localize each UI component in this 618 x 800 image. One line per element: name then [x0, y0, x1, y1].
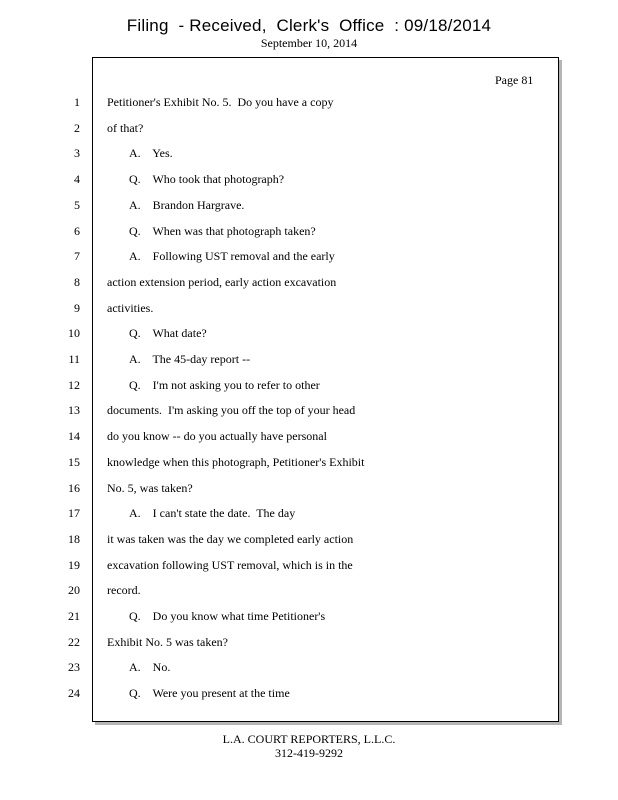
line-number: 17 [68, 506, 80, 521]
line-number: 16 [68, 480, 80, 495]
transcript-line [0, 324, 618, 342]
transcript-line [0, 607, 618, 625]
line-number: 4 [74, 172, 80, 187]
line-text: A. Yes. [129, 146, 173, 161]
deposition-date: September 10, 2014 [260, 36, 358, 50]
line-text: activities. [107, 300, 154, 315]
transcript-line [0, 93, 618, 111]
transcript-line [0, 350, 618, 368]
transcript-line [0, 247, 618, 265]
line-text: action extension period, early action excavation [107, 274, 337, 289]
transcript-line [0, 658, 618, 676]
line-text: Q. I'm not asking you to refer to other [129, 377, 320, 392]
line-text: Q. When was that photograph taken? [129, 223, 316, 238]
line-number: 15 [68, 454, 80, 469]
transcript-line [0, 684, 618, 702]
transcript-line [0, 504, 618, 522]
line-number: 10 [68, 326, 80, 341]
filing-stamp: Filing - Received, Clerk's Office : 09/18/2014 [126, 16, 492, 35]
transcript-line [0, 530, 618, 548]
line-number: 6 [74, 223, 80, 238]
transcript-line [0, 401, 618, 419]
line-text: knowledge when this photograph, Petitioner's Exhibit [107, 454, 365, 469]
line-number: 9 [74, 300, 80, 315]
line-number: 22 [68, 634, 80, 649]
transcript-line [0, 170, 618, 188]
line-number: 14 [68, 429, 80, 444]
line-number: 2 [74, 120, 80, 135]
footer-phone: 312-419-9292 [275, 746, 343, 760]
transcript-line [0, 273, 618, 291]
transcript-line [0, 556, 618, 574]
transcript-line [0, 479, 618, 497]
transcript-line [0, 144, 618, 162]
line-text: A. I can't state the date. The day [129, 506, 296, 521]
transcript-line [0, 427, 618, 445]
line-text: A. No. [129, 660, 171, 675]
line-number: 1 [74, 95, 80, 109]
line-number: 23 [68, 660, 80, 675]
line-text: Exhibit No. 5 was taken? [107, 634, 228, 649]
line-text: A. Following UST removal and the early [129, 249, 335, 264]
line-number: 13 [68, 403, 80, 418]
line-text: Q. Do you know what time Petitioner's [129, 609, 326, 623]
line-number: 5 [74, 197, 80, 212]
line-text: Q. What date? [129, 326, 207, 341]
line-number: 18 [68, 531, 80, 546]
transcript-line [0, 453, 618, 471]
line-number: 11 [68, 352, 80, 366]
transcript-line [0, 581, 618, 599]
transcript-line [0, 196, 618, 214]
line-text: excavation following UST removal, which is in the [107, 557, 353, 572]
line-text: Q. Were you present at the time [129, 686, 290, 701]
line-text: documents. I'm asking you off the top of your head [107, 403, 356, 418]
line-number: 3 [74, 146, 80, 161]
line-number: 7 [74, 249, 80, 264]
line-text: A. The 45-day report -- [129, 352, 251, 366]
line-number: 21 [68, 609, 80, 623]
transcript-line [0, 299, 618, 317]
line-text: A. Brandon Hargrave. [129, 197, 245, 212]
line-number: 20 [68, 583, 80, 598]
line-text: Petitioner's Exhibit No. 5. Do you have a copy [107, 95, 334, 109]
line-number: 12 [68, 377, 80, 392]
line-text: it was taken was the day we completed early action [107, 531, 354, 546]
line-text: do you know -- do you actually have personal [107, 429, 327, 444]
transcript-line [0, 633, 618, 651]
page-number: Page 81 [495, 73, 534, 87]
line-text: No. 5, was taken? [107, 480, 193, 495]
transcript-line [0, 119, 618, 137]
transcript-line [0, 222, 618, 240]
footer-company: L.A. COURT REPORTERS, L.L.C. [222, 732, 396, 746]
line-number: 19 [68, 557, 80, 572]
line-text: of that? [107, 120, 144, 135]
line-number: 8 [74, 274, 80, 289]
line-text: record. [107, 583, 141, 598]
transcript-line [0, 376, 618, 394]
line-text: Q. Who took that photograph? [129, 172, 285, 187]
line-number: 24 [68, 686, 80, 701]
